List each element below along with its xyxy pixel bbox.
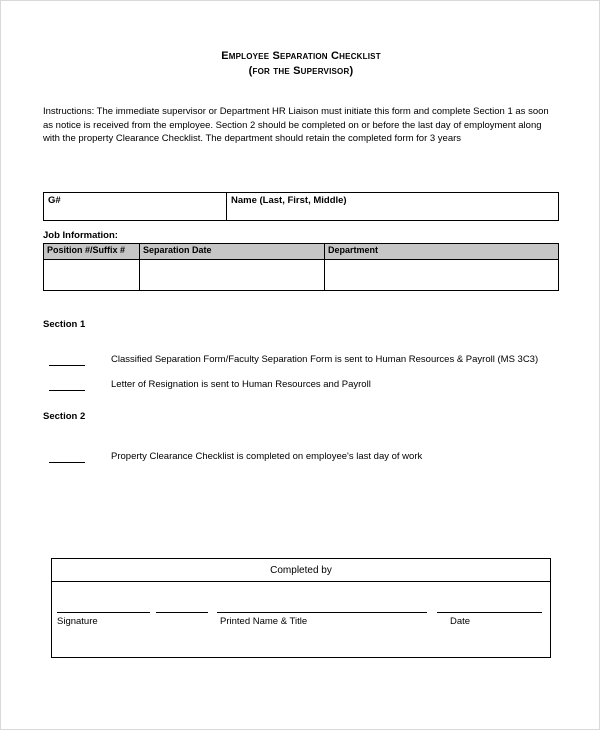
completed-by-heading: Completed by — [52, 559, 550, 582]
title-line-1: Employee Separation Checklist — [221, 50, 381, 62]
column-header-separation-date: Separation Date — [140, 243, 325, 259]
job-table-header-row — [44, 243, 559, 259]
employee-separation-checklist-form — [43, 1, 559, 658]
checklist-item-text: Classified Separation Form/Faculty Separation Form is sent to Human Resources & Payroll (MS 3C3) — [111, 353, 539, 365]
separation-date-input-cell[interactable] — [140, 259, 325, 290]
position-suffix-input-cell[interactable] — [44, 259, 140, 290]
printed-name-title-label: Printed Name & Title — [220, 615, 308, 627]
job-information-table — [43, 243, 559, 291]
signature-line[interactable] — [57, 612, 150, 613]
checkoff-blank-line[interactable] — [49, 380, 85, 391]
signature-label: Signature — [57, 615, 98, 627]
checklist-item — [43, 450, 559, 463]
section-1-heading: Section 1 — [43, 318, 86, 330]
column-header-position-suffix: Position #/Suffix # — [44, 243, 140, 259]
title-line-2: (for the Supervisor) — [248, 65, 354, 77]
name-input-cell[interactable] — [227, 192, 559, 220]
name-label: Name (Last, First, Middle) — [231, 194, 347, 206]
checklist-item-text: Letter of Resignation is sent to Human Resources and Payroll — [111, 378, 371, 390]
printed-name-line[interactable] — [217, 612, 427, 613]
signature-line-extension[interactable] — [156, 612, 208, 613]
checklist-item — [43, 353, 559, 366]
column-header-department: Department — [325, 243, 559, 259]
department-input-cell[interactable] — [325, 259, 559, 290]
job-information-heading: Job Information: — [43, 229, 118, 241]
checkoff-blank-line[interactable] — [49, 452, 85, 463]
date-line[interactable] — [437, 612, 542, 613]
gnumber-input-cell[interactable] — [44, 192, 227, 220]
completed-by-box — [51, 558, 551, 658]
date-label: Date — [450, 615, 471, 627]
gnumber-label: G# — [48, 194, 61, 206]
checkoff-blank-line[interactable] — [49, 355, 85, 366]
checklist-item-text: Property Clearance Checklist is completed on employee's last day of work — [111, 450, 423, 462]
instructions-paragraph: Instructions: The immediate supervisor or Department HR Liaison must initiate this form and complete Section 1 as soon as notice is received from the employee. Section 2 should be completed on or before the last day of employment along with the property Clearance Checklist. The department should retain the completed form for 3 years — [43, 106, 549, 144]
job-table-data-row — [44, 259, 559, 290]
document-title — [43, 49, 559, 79]
checklist-item — [43, 378, 559, 391]
id-table — [43, 192, 559, 221]
section-2-heading: Section 2 — [43, 410, 86, 422]
id-table-row — [44, 192, 559, 220]
